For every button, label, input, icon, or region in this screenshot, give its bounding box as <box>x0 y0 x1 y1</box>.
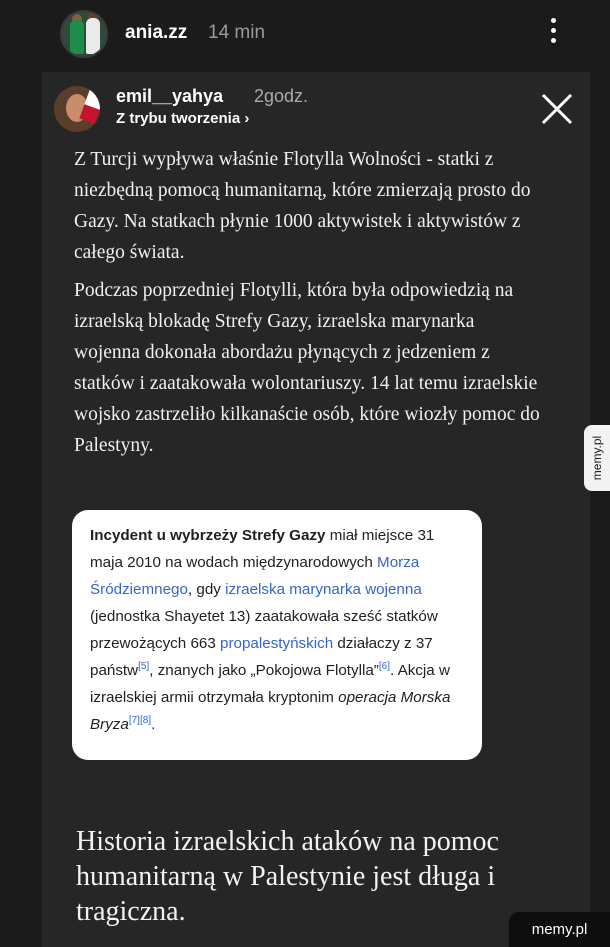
post-time: 2godz. <box>254 86 309 106</box>
corner-watermark: memy.pl <box>509 912 610 947</box>
wikipedia-excerpt <box>72 510 482 760</box>
story-time: 14 min <box>208 22 266 43</box>
post-paragraph-2: Podczas poprzedniej Flotylli, która była odpowiedzią na izraelską blokadę Strefy Gazy, izraelska marynarka wojenna dokonała abordażu płynących z jedzeniem z statków i zaatakowała wolontariuszy. 14 lat temu izraelskie wojsko zastrzeliło kilkanaście osób, które wiozły pomoc do Palestyny. <box>74 280 540 456</box>
wiki-link-morza[interactable]: Morza Śródziemnego <box>90 554 420 598</box>
wiki-text: działaczy z 37 państw <box>90 635 433 679</box>
shared-post-card <box>42 72 590 947</box>
side-watermark-text: memy.pl <box>590 435 604 481</box>
wiki-text: , znanych jako „Pokojowa Flotylla” <box>149 662 379 679</box>
wiki-text: miał miejsce 31 maja 2010 na wodach międzynarodowych <box>90 527 435 571</box>
post-username[interactable]: emil__yahya <box>116 86 224 106</box>
wiki-text: , gdy <box>187 581 226 598</box>
story-avatar[interactable] <box>60 10 108 58</box>
wiki-ref[interactable]: [7][8] <box>128 714 152 726</box>
wiki-title: Incydent u wybrzeży Strefy Gazy <box>90 527 326 544</box>
wiki-ref[interactable]: [5] <box>138 660 150 672</box>
wiki-text: (jednostka Shayetet 13) zaatakowała sześć statków przewożących 663 <box>90 608 438 652</box>
post-bottom-headline: Historia izraelskich ataków na pomoc humanitarną w Palestynie jest długa i tragiczna. <box>76 826 499 927</box>
story-username[interactable]: ania.zz <box>125 22 188 43</box>
post-subtitle-link[interactable]: Z trybu tworzenia › <box>116 110 250 127</box>
more-options-icon[interactable] <box>548 18 558 48</box>
close-icon[interactable] <box>540 92 574 126</box>
post-paragraph-1: Z Turcji wypływa właśnie Flotylla Wolności - statki z niezbędną pomocą humanitarną, które zmierzają prosto do Gazy. Na statkach płynie 1000 aktywistek i aktywistów z całego świata. <box>74 149 531 263</box>
side-watermark <box>584 425 610 491</box>
wiki-link-marynarka[interactable]: izraelska marynarka wojenna <box>225 581 422 598</box>
wiki-italic: operacja Morska Bryza <box>90 689 451 733</box>
wiki-ref[interactable]: [6] <box>378 660 390 672</box>
wiki-text: . <box>151 716 156 733</box>
wiki-link-propalestynskich[interactable]: propalestyńskich <box>220 635 334 652</box>
post-avatar[interactable] <box>54 86 100 132</box>
wiki-text: . Akcja w izraelskiej armii otrzymała kryptonim <box>90 662 450 706</box>
story-header <box>0 0 610 70</box>
